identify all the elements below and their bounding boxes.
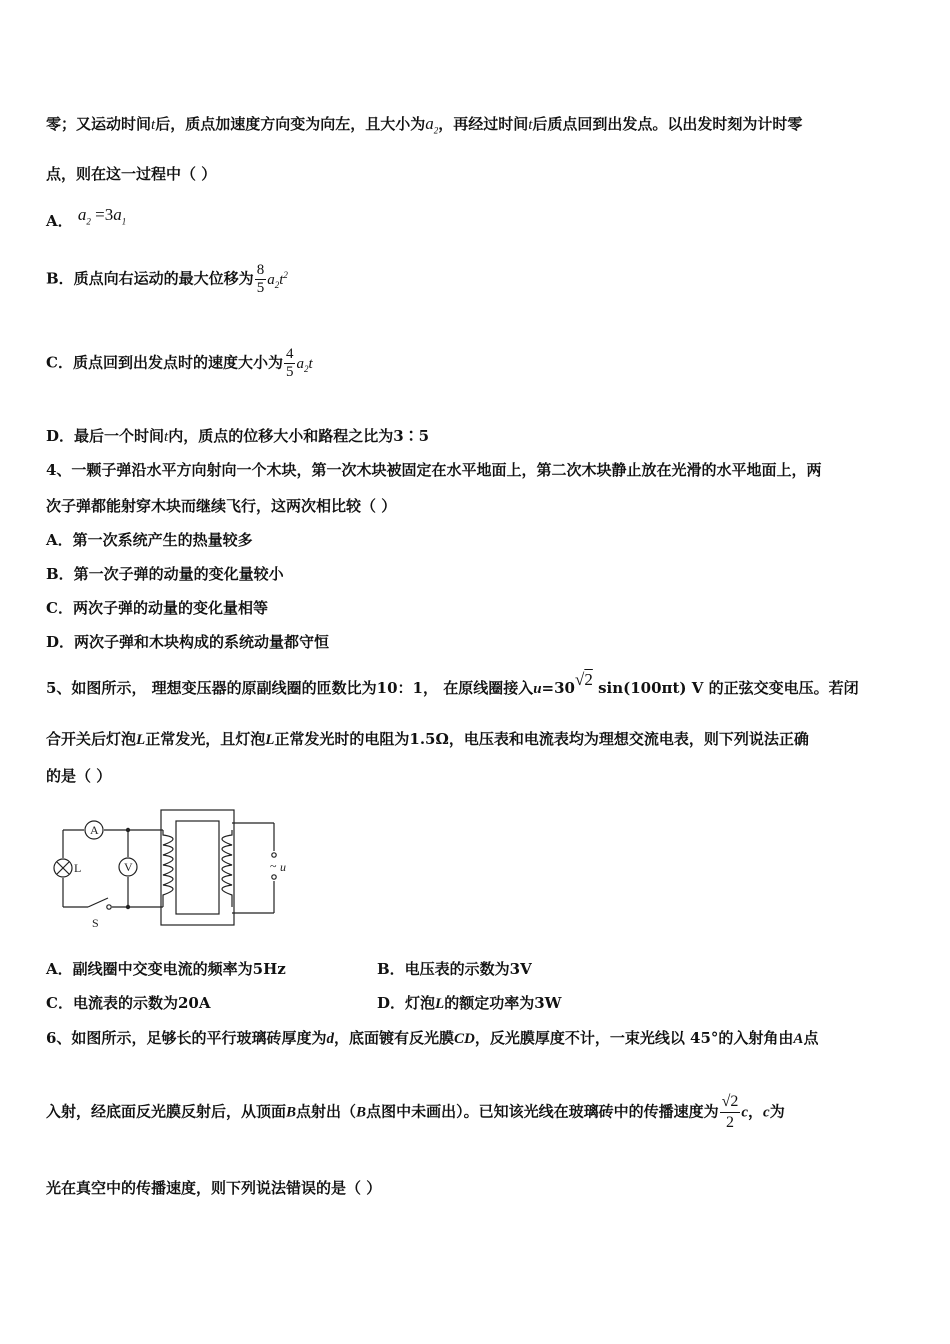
- q3-option-b: [46, 262, 288, 297]
- option-b-formula: [267, 269, 288, 290]
- var-u: u: [533, 681, 542, 697]
- secondary-coil: [163, 830, 173, 907]
- text: 内，质点的位移大小和路程之比为3∶5: [168, 427, 430, 445]
- sub: 1: [121, 216, 127, 227]
- text: ，: [748, 1102, 764, 1121]
- label: A．: [46, 212, 73, 230]
- q5-stem-line2: [46, 729, 809, 750]
- text: 正常发光，且灯泡: [145, 730, 266, 748]
- sub: 2: [86, 216, 91, 227]
- a: a: [296, 355, 304, 372]
- fraction-sqrt2-over-2: [720, 1092, 741, 1133]
- a: a: [77, 205, 87, 224]
- text: 入射，经底面反光膜反射后，从顶面: [46, 1102, 287, 1121]
- q5-option-c: C．电流表的示数为20A: [46, 994, 211, 1012]
- var-B: B: [356, 1104, 367, 1121]
- den: 2: [720, 1112, 741, 1133]
- q4-option-a: A．第一次系统产生的热量较多: [46, 531, 253, 549]
- junction-dot: [126, 828, 130, 832]
- q5-stem-line3: 的是（ ）: [46, 767, 112, 785]
- transformer-circuit-diagram: [46, 805, 286, 930]
- q5-stem-line1: [46, 670, 859, 699]
- q4-stem-line1: 4、一颗子弹沿水平方向射向一个木块，第一次木块被固定在水平地面上，第二次木块静止放在光滑的水平地面上，两: [46, 461, 822, 479]
- q3-option-a: [46, 205, 126, 231]
- num: 4: [285, 346, 294, 362]
- sub: 2: [433, 125, 439, 136]
- var-L: L: [435, 996, 445, 1012]
- var-t: t: [164, 429, 169, 445]
- var-CD: CD: [453, 1031, 475, 1047]
- q4-stem-line2: 次子弹都能射穿木块而继续飞行，这两次相比较（ ）: [46, 497, 397, 515]
- var-d: d: [326, 1031, 334, 1047]
- num: √2: [721, 1093, 739, 1110]
- var-t: t: [528, 117, 533, 133]
- q3-option-c: [46, 346, 313, 381]
- text: 正常发光时的电阻为1.5Ω，电压表和电流表均为理想交流电表，则下列说法正确: [274, 730, 809, 748]
- sqrt-sign: √: [575, 670, 585, 689]
- q5-option-d: [377, 993, 561, 1014]
- eq: =3: [90, 205, 114, 224]
- a: a: [113, 205, 122, 224]
- var-a2: [425, 114, 439, 136]
- text: D．最后一个时间: [46, 427, 165, 445]
- q5-option-b: B．电压表的示数为3V: [377, 960, 532, 978]
- sub: 2: [303, 363, 309, 374]
- a: a: [267, 271, 275, 288]
- var-B: B: [286, 1104, 297, 1121]
- q3-option-d: [46, 426, 429, 447]
- switch-label: S: [92, 916, 99, 930]
- text: ，反光膜厚度不计，一束光线以 45°的入射角由: [474, 1029, 794, 1047]
- core-inner: [176, 821, 219, 914]
- junction-dot: [126, 905, 130, 909]
- text: 5、如图所示， 理想变压器的原副线圈的匝数比为10：1， 在原线圈接入: [46, 679, 534, 697]
- text: 的额定功率为3W: [444, 994, 562, 1012]
- sqrt-2: [575, 670, 593, 689]
- var-A: A: [793, 1031, 804, 1047]
- q4-option-c: C．两次子弹的动量的变化量相等: [46, 599, 268, 617]
- a: a: [425, 114, 434, 133]
- q6-stem-line1: [46, 1028, 818, 1049]
- q6-stem-line2: [46, 1092, 785, 1133]
- option-c-formula: [296, 356, 312, 372]
- text: 点: [803, 1029, 819, 1047]
- radicand: 2: [584, 670, 593, 689]
- source-tilde: ~: [270, 859, 277, 873]
- q4-option-b: B．第一次子弹的动量的变化量较小: [46, 565, 284, 583]
- text: =30: [541, 679, 575, 697]
- t: t: [279, 271, 284, 288]
- option-a-formula: [77, 205, 127, 227]
- text: 后质点回到出发点。以出发时刻为计时零: [532, 115, 803, 133]
- text: ，再经过时间: [438, 115, 529, 133]
- var-L: L: [265, 732, 275, 748]
- q4-option-d: D．两次子弹和木块构成的系统动量都守恒: [46, 633, 330, 651]
- source-label: u: [280, 860, 286, 874]
- voltmeter-label: V: [124, 860, 133, 874]
- fraction-4-5: [284, 346, 296, 381]
- num: 8: [256, 262, 265, 278]
- q3-stem-line2: 点，则在这一过程中（ ）: [46, 165, 217, 183]
- label: C．质点回到出发点时的速度大小为: [46, 353, 283, 372]
- text: 点射出（: [296, 1102, 357, 1121]
- text: 零；又运动时间: [46, 115, 152, 133]
- text: 6、如图所示，足够长的平行玻璃砖厚度为: [46, 1029, 327, 1047]
- switch-blade: [88, 898, 108, 907]
- primary-coil: [222, 830, 232, 907]
- text: sin(100πt) V 的正弦交变电压。若闭: [592, 679, 859, 697]
- text: ，底面镀有反光膜: [333, 1029, 454, 1047]
- den: 5: [285, 364, 294, 380]
- ammeter-label: A: [90, 823, 99, 837]
- den: 5: [256, 280, 265, 296]
- t: t: [308, 355, 313, 372]
- var-c: c: [741, 1104, 749, 1121]
- switch-terminal: [107, 905, 111, 909]
- text: D．灯泡: [377, 994, 436, 1012]
- sub: 2: [274, 279, 280, 290]
- text: 合开关后灯泡: [46, 730, 137, 748]
- var-L: L: [136, 732, 146, 748]
- source-terminal: [272, 853, 276, 857]
- text: 点图中未画出）。已知该光线在玻璃砖中的传播速度为: [366, 1102, 719, 1121]
- q6-stem-line3: 光在真空中的传播速度，则下列说法错误的是（ ）: [46, 1179, 382, 1197]
- q5-option-a: A．副线圈中交变电流的频率为5Hz: [46, 960, 286, 978]
- label: B．质点向右运动的最大位移为: [46, 269, 254, 288]
- var-c: c: [763, 1104, 770, 1121]
- text: 后，质点加速度方向变为向左，且大小为: [155, 115, 426, 133]
- var-t: t: [151, 117, 156, 133]
- source-terminal: [272, 875, 276, 879]
- text: 为: [769, 1102, 785, 1121]
- fraction-8-5: [255, 262, 267, 297]
- q3-stem-line1: [46, 114, 802, 140]
- sup: 2: [283, 269, 288, 280]
- lamp-label: L: [74, 861, 82, 875]
